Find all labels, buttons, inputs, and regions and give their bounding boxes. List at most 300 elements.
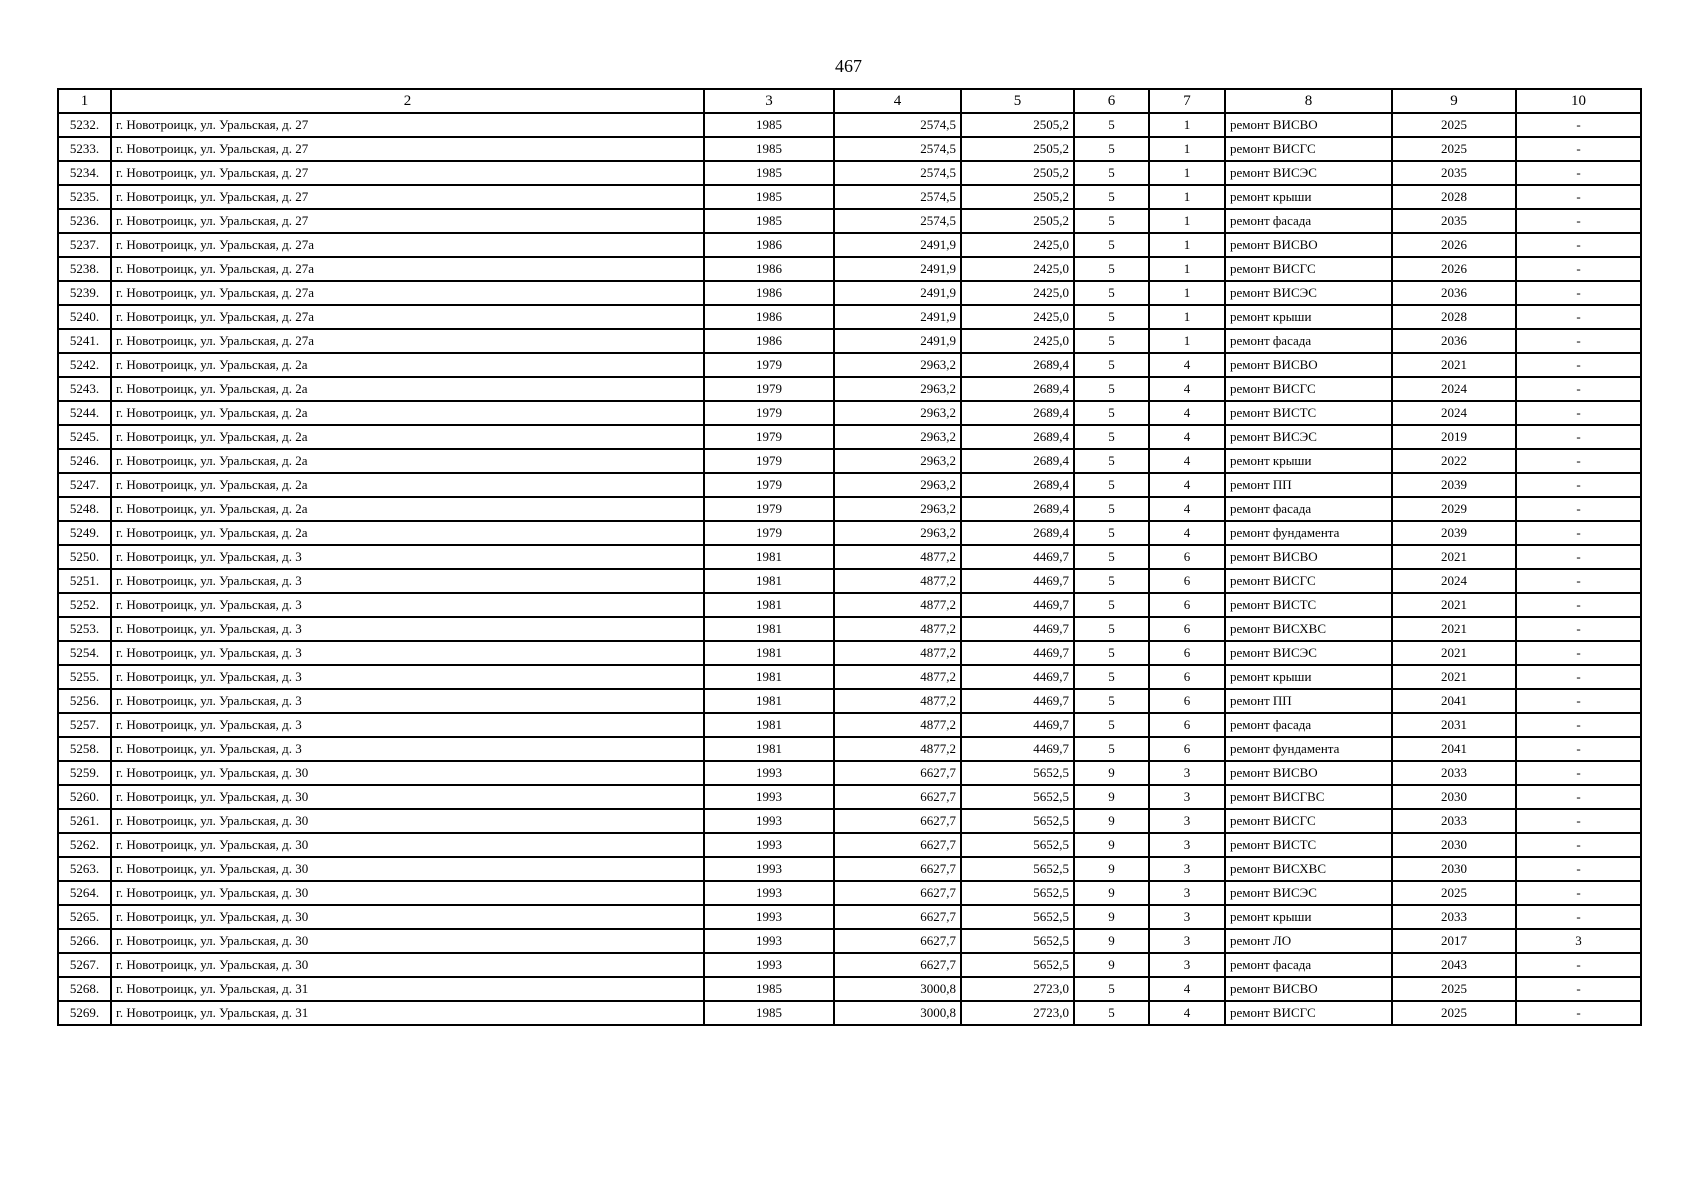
living-area-cell: 5652,5 (961, 785, 1074, 809)
entrances-cell: 1 (1149, 161, 1225, 185)
planned-year-cell: 2028 (1392, 185, 1516, 209)
address-cell: г. Новотроицк, ул. Уральская, д. 30 (111, 857, 704, 881)
entrances-cell: 6 (1149, 665, 1225, 689)
column-10-cell: - (1516, 185, 1641, 209)
work-type-cell: ремонт крыши (1225, 905, 1392, 929)
table-row (58, 401, 1641, 425)
year-built-cell: 1979 (704, 521, 834, 545)
floors-cell: 5 (1074, 113, 1149, 137)
header-row (58, 89, 1641, 113)
row-number-cell: 5251. (58, 569, 111, 593)
work-type-cell: ремонт ВИСЭС (1225, 641, 1392, 665)
row-number-cell: 5247. (58, 473, 111, 497)
living-area-cell: 4469,7 (961, 689, 1074, 713)
table-row (58, 161, 1641, 185)
total-area-cell: 2963,2 (834, 377, 961, 401)
floors-cell: 5 (1074, 473, 1149, 497)
column-10-cell: - (1516, 857, 1641, 881)
table-row (58, 833, 1641, 857)
address-cell: г. Новотроицк, ул. Уральская, д. 27а (111, 305, 704, 329)
row-number-cell: 5236. (58, 209, 111, 233)
address-cell: г. Новотроицк, ул. Уральская, д. 3 (111, 689, 704, 713)
address-cell: г. Новотроицк, ул. Уральская, д. 2а (111, 425, 704, 449)
work-type-cell: ремонт ВИСВО (1225, 233, 1392, 257)
row-number-cell: 5255. (58, 665, 111, 689)
entrances-cell: 4 (1149, 449, 1225, 473)
work-type-cell: ремонт ПП (1225, 689, 1392, 713)
living-area-cell: 4469,7 (961, 569, 1074, 593)
table-row (58, 353, 1641, 377)
year-built-cell: 1985 (704, 185, 834, 209)
floors-cell: 5 (1074, 641, 1149, 665)
work-type-cell: ремонт ВИСВО (1225, 113, 1392, 137)
address-cell: г. Новотроицк, ул. Уральская, д. 2а (111, 521, 704, 545)
total-area-cell: 2574,5 (834, 185, 961, 209)
planned-year-cell: 2030 (1392, 833, 1516, 857)
planned-year-cell: 2021 (1392, 665, 1516, 689)
work-type-cell: ремонт ВИСГС (1225, 1001, 1392, 1025)
entrances-cell: 3 (1149, 809, 1225, 833)
living-area-cell: 2689,4 (961, 473, 1074, 497)
column-header: 1 (58, 89, 111, 113)
table-row (58, 209, 1641, 233)
table-row (58, 545, 1641, 569)
year-built-cell: 1979 (704, 425, 834, 449)
work-type-cell: ремонт ВИСТС (1225, 593, 1392, 617)
floors-cell: 9 (1074, 881, 1149, 905)
table-row (58, 113, 1641, 137)
entrances-cell: 4 (1149, 977, 1225, 1001)
planned-year-cell: 2036 (1392, 281, 1516, 305)
living-area-cell: 5652,5 (961, 953, 1074, 977)
entrances-cell: 1 (1149, 233, 1225, 257)
floors-cell: 5 (1074, 497, 1149, 521)
entrances-cell: 6 (1149, 593, 1225, 617)
living-area-cell: 2689,4 (961, 377, 1074, 401)
row-number-cell: 5257. (58, 713, 111, 737)
table-row (58, 761, 1641, 785)
row-number-cell: 5249. (58, 521, 111, 545)
row-number-cell: 5232. (58, 113, 111, 137)
work-type-cell: ремонт фасада (1225, 953, 1392, 977)
living-area-cell: 5652,5 (961, 905, 1074, 929)
living-area-cell: 2505,2 (961, 137, 1074, 161)
column-10-cell: - (1516, 377, 1641, 401)
work-type-cell: ремонт ВИСВО (1225, 545, 1392, 569)
row-number-cell: 5234. (58, 161, 111, 185)
address-cell: г. Новотроицк, ул. Уральская, д. 3 (111, 569, 704, 593)
row-number-cell: 5248. (58, 497, 111, 521)
planned-year-cell: 2021 (1392, 593, 1516, 617)
entrances-cell: 1 (1149, 305, 1225, 329)
table-row (58, 449, 1641, 473)
table-row (58, 377, 1641, 401)
floors-cell: 9 (1074, 905, 1149, 929)
total-area-cell: 2963,2 (834, 353, 961, 377)
table-row (58, 593, 1641, 617)
table-row (58, 977, 1641, 1001)
living-area-cell: 2505,2 (961, 161, 1074, 185)
address-cell: г. Новотроицк, ул. Уральская, д. 30 (111, 929, 704, 953)
row-number-cell: 5252. (58, 593, 111, 617)
planned-year-cell: 2031 (1392, 713, 1516, 737)
column-10-cell: - (1516, 977, 1641, 1001)
floors-cell: 5 (1074, 209, 1149, 233)
table-row (58, 329, 1641, 353)
address-cell: г. Новотроицк, ул. Уральская, д. 27а (111, 233, 704, 257)
work-type-cell: ремонт фасада (1225, 497, 1392, 521)
year-built-cell: 1986 (704, 329, 834, 353)
page-number: 467 (835, 56, 862, 76)
table-row (58, 785, 1641, 809)
floors-cell: 5 (1074, 353, 1149, 377)
work-type-cell: ремонт ВИСЭС (1225, 425, 1392, 449)
entrances-cell: 1 (1149, 185, 1225, 209)
planned-year-cell: 2043 (1392, 953, 1516, 977)
living-area-cell: 2425,0 (961, 257, 1074, 281)
entrances-cell: 4 (1149, 1001, 1225, 1025)
planned-year-cell: 2039 (1392, 521, 1516, 545)
year-built-cell: 1979 (704, 473, 834, 497)
entrances-cell: 1 (1149, 329, 1225, 353)
total-area-cell: 4877,2 (834, 665, 961, 689)
table-row (58, 281, 1641, 305)
row-number-cell: 5261. (58, 809, 111, 833)
address-cell: г. Новотроицк, ул. Уральская, д. 2а (111, 497, 704, 521)
total-area-cell: 4877,2 (834, 569, 961, 593)
entrances-cell: 3 (1149, 953, 1225, 977)
row-number-cell: 5243. (58, 377, 111, 401)
living-area-cell: 2425,0 (961, 329, 1074, 353)
floors-cell: 9 (1074, 785, 1149, 809)
column-header: 9 (1392, 89, 1516, 113)
work-type-cell: ремонт ПП (1225, 473, 1392, 497)
total-area-cell: 4877,2 (834, 713, 961, 737)
planned-year-cell: 2024 (1392, 569, 1516, 593)
address-cell: г. Новотроицк, ул. Уральская, д. 2а (111, 353, 704, 377)
column-10-cell: - (1516, 353, 1641, 377)
living-area-cell: 4469,7 (961, 617, 1074, 641)
table-row (58, 617, 1641, 641)
total-area-cell: 6627,7 (834, 857, 961, 881)
column-10-cell: - (1516, 593, 1641, 617)
year-built-cell: 1979 (704, 449, 834, 473)
address-cell: г. Новотроицк, ул. Уральская, д. 27а (111, 281, 704, 305)
entrances-cell: 6 (1149, 545, 1225, 569)
row-number-cell: 5268. (58, 977, 111, 1001)
address-cell: г. Новотроицк, ул. Уральская, д. 27 (111, 209, 704, 233)
entrances-cell: 4 (1149, 425, 1225, 449)
work-type-cell: ремонт ВИСГС (1225, 137, 1392, 161)
table-row (58, 137, 1641, 161)
year-built-cell: 1993 (704, 785, 834, 809)
planned-year-cell: 2033 (1392, 905, 1516, 929)
year-built-cell: 1986 (704, 281, 834, 305)
living-area-cell: 5652,5 (961, 881, 1074, 905)
living-area-cell: 2425,0 (961, 305, 1074, 329)
column-10-cell: - (1516, 329, 1641, 353)
year-built-cell: 1981 (704, 713, 834, 737)
column-10-cell: - (1516, 737, 1641, 761)
floors-cell: 5 (1074, 161, 1149, 185)
planned-year-cell: 2026 (1392, 233, 1516, 257)
column-10-cell: - (1516, 785, 1641, 809)
total-area-cell: 2491,9 (834, 257, 961, 281)
column-header: 2 (111, 89, 704, 113)
table-row (58, 497, 1641, 521)
address-cell: г. Новотроицк, ул. Уральская, д. 27 (111, 185, 704, 209)
year-built-cell: 1981 (704, 689, 834, 713)
address-cell: г. Новотроицк, ул. Уральская, д. 3 (111, 593, 704, 617)
column-10-cell: - (1516, 641, 1641, 665)
planned-year-cell: 2024 (1392, 401, 1516, 425)
entrances-cell: 3 (1149, 833, 1225, 857)
column-10-cell: - (1516, 161, 1641, 185)
row-number-cell: 5266. (58, 929, 111, 953)
year-built-cell: 1981 (704, 545, 834, 569)
total-area-cell: 2963,2 (834, 425, 961, 449)
living-area-cell: 2723,0 (961, 977, 1074, 1001)
planned-year-cell: 2017 (1392, 929, 1516, 953)
planned-year-cell: 2021 (1392, 353, 1516, 377)
address-cell: г. Новотроицк, ул. Уральская, д. 30 (111, 833, 704, 857)
total-area-cell: 2491,9 (834, 281, 961, 305)
year-built-cell: 1985 (704, 977, 834, 1001)
column-header: 3 (704, 89, 834, 113)
planned-year-cell: 2019 (1392, 425, 1516, 449)
table-row (58, 929, 1641, 953)
floors-cell: 5 (1074, 377, 1149, 401)
entrances-cell: 4 (1149, 401, 1225, 425)
column-10-cell: - (1516, 473, 1641, 497)
planned-year-cell: 2039 (1392, 473, 1516, 497)
address-cell: г. Новотроицк, ул. Уральская, д. 27 (111, 161, 704, 185)
work-type-cell: ремонт ЛО (1225, 929, 1392, 953)
year-built-cell: 1985 (704, 161, 834, 185)
work-type-cell: ремонт ВИСХВС (1225, 617, 1392, 641)
row-number-cell: 5256. (58, 689, 111, 713)
planned-year-cell: 2024 (1392, 377, 1516, 401)
floors-cell: 5 (1074, 233, 1149, 257)
work-type-cell: ремонт ВИСГС (1225, 569, 1392, 593)
planned-year-cell: 2025 (1392, 1001, 1516, 1025)
address-cell: г. Новотроицк, ул. Уральская, д. 30 (111, 761, 704, 785)
table-row (58, 185, 1641, 209)
entrances-cell: 4 (1149, 521, 1225, 545)
table-row (58, 641, 1641, 665)
entrances-cell: 1 (1149, 281, 1225, 305)
planned-year-cell: 2035 (1392, 209, 1516, 233)
work-type-cell: ремонт фасада (1225, 329, 1392, 353)
year-built-cell: 1985 (704, 209, 834, 233)
floors-cell: 5 (1074, 329, 1149, 353)
planned-year-cell: 2028 (1392, 305, 1516, 329)
column-10-cell: - (1516, 569, 1641, 593)
living-area-cell: 5652,5 (961, 857, 1074, 881)
total-area-cell: 2574,5 (834, 137, 961, 161)
column-10-cell: - (1516, 665, 1641, 689)
column-10-cell: - (1516, 833, 1641, 857)
entrances-cell: 4 (1149, 473, 1225, 497)
column-header: 4 (834, 89, 961, 113)
work-type-cell: ремонт фундамента (1225, 737, 1392, 761)
planned-year-cell: 2026 (1392, 257, 1516, 281)
work-type-cell: ремонт фасада (1225, 713, 1392, 737)
work-type-cell: ремонт ВИСГС (1225, 257, 1392, 281)
year-built-cell: 1981 (704, 641, 834, 665)
column-10-cell: - (1516, 881, 1641, 905)
floors-cell: 5 (1074, 137, 1149, 161)
table-row (58, 257, 1641, 281)
total-area-cell: 2574,5 (834, 209, 961, 233)
column-10-cell: - (1516, 257, 1641, 281)
row-number-cell: 5259. (58, 761, 111, 785)
floors-cell: 9 (1074, 833, 1149, 857)
column-10-cell: - (1516, 449, 1641, 473)
year-built-cell: 1986 (704, 257, 834, 281)
total-area-cell: 4877,2 (834, 617, 961, 641)
year-built-cell: 1986 (704, 233, 834, 257)
work-type-cell: ремонт крыши (1225, 665, 1392, 689)
planned-year-cell: 2030 (1392, 785, 1516, 809)
address-cell: г. Новотроицк, ул. Уральская, д. 2а (111, 449, 704, 473)
table-row (58, 713, 1641, 737)
planned-year-cell: 2033 (1392, 809, 1516, 833)
column-10-cell: - (1516, 545, 1641, 569)
total-area-cell: 2491,9 (834, 329, 961, 353)
work-type-cell: ремонт ВИСЭС (1225, 161, 1392, 185)
row-number-cell: 5254. (58, 641, 111, 665)
table-row (58, 689, 1641, 713)
entrances-cell: 6 (1149, 689, 1225, 713)
total-area-cell: 6627,7 (834, 809, 961, 833)
year-built-cell: 1981 (704, 617, 834, 641)
year-built-cell: 1981 (704, 665, 834, 689)
total-area-cell: 2491,9 (834, 233, 961, 257)
work-type-cell: ремонт фасада (1225, 209, 1392, 233)
floors-cell: 5 (1074, 737, 1149, 761)
year-built-cell: 1993 (704, 809, 834, 833)
planned-year-cell: 2025 (1392, 113, 1516, 137)
column-10-cell: - (1516, 761, 1641, 785)
floors-cell: 5 (1074, 545, 1149, 569)
address-cell: г. Новотроицк, ул. Уральская, д. 27 (111, 137, 704, 161)
column-10-cell: - (1516, 305, 1641, 329)
year-built-cell: 1981 (704, 593, 834, 617)
column-10-cell: - (1516, 713, 1641, 737)
column-header: 10 (1516, 89, 1641, 113)
living-area-cell: 4469,7 (961, 665, 1074, 689)
address-cell: г. Новотроицк, ул. Уральская, д. 31 (111, 977, 704, 1001)
planned-year-cell: 2021 (1392, 545, 1516, 569)
living-area-cell: 2425,0 (961, 281, 1074, 305)
living-area-cell: 2689,4 (961, 449, 1074, 473)
living-area-cell: 2689,4 (961, 353, 1074, 377)
column-10-cell: - (1516, 497, 1641, 521)
year-built-cell: 1979 (704, 353, 834, 377)
entrances-cell: 6 (1149, 569, 1225, 593)
year-built-cell: 1985 (704, 1001, 834, 1025)
total-area-cell: 2963,2 (834, 473, 961, 497)
table-row (58, 857, 1641, 881)
year-built-cell: 1979 (704, 401, 834, 425)
row-number-cell: 5258. (58, 737, 111, 761)
row-number-cell: 5235. (58, 185, 111, 209)
table-row (58, 905, 1641, 929)
living-area-cell: 4469,7 (961, 641, 1074, 665)
work-type-cell: ремонт ВИСВО (1225, 761, 1392, 785)
living-area-cell: 2689,4 (961, 425, 1074, 449)
year-built-cell: 1993 (704, 905, 834, 929)
total-area-cell: 4877,2 (834, 737, 961, 761)
row-number-cell: 5246. (58, 449, 111, 473)
floors-cell: 5 (1074, 305, 1149, 329)
entrances-cell: 1 (1149, 137, 1225, 161)
entrances-cell: 3 (1149, 929, 1225, 953)
table-row (58, 881, 1641, 905)
total-area-cell: 6627,7 (834, 881, 961, 905)
address-cell: г. Новотроицк, ул. Уральская, д. 3 (111, 617, 704, 641)
address-cell: г. Новотроицк, ул. Уральская, д. 2а (111, 377, 704, 401)
total-area-cell: 4877,2 (834, 593, 961, 617)
row-number-cell: 5250. (58, 545, 111, 569)
column-header: 6 (1074, 89, 1149, 113)
row-number-cell: 5237. (58, 233, 111, 257)
planned-year-cell: 2025 (1392, 977, 1516, 1001)
entrances-cell: 3 (1149, 881, 1225, 905)
entrances-cell: 3 (1149, 785, 1225, 809)
address-cell: г. Новотроицк, ул. Уральская, д. 2а (111, 401, 704, 425)
row-number-cell: 5242. (58, 353, 111, 377)
entrances-cell: 6 (1149, 617, 1225, 641)
total-area-cell: 2574,5 (834, 113, 961, 137)
work-type-cell: ремонт крыши (1225, 449, 1392, 473)
living-area-cell: 4469,7 (961, 737, 1074, 761)
address-cell: г. Новотроицк, ул. Уральская, д. 3 (111, 641, 704, 665)
total-area-cell: 2574,5 (834, 161, 961, 185)
column-10-cell: - (1516, 905, 1641, 929)
floors-cell: 5 (1074, 569, 1149, 593)
living-area-cell: 2689,4 (961, 401, 1074, 425)
table-row (58, 473, 1641, 497)
address-cell: г. Новотроицк, ул. Уральская, д. 3 (111, 713, 704, 737)
column-10-cell: - (1516, 689, 1641, 713)
floors-cell: 9 (1074, 809, 1149, 833)
floors-cell: 5 (1074, 593, 1149, 617)
year-built-cell: 1993 (704, 761, 834, 785)
living-area-cell: 2505,2 (961, 113, 1074, 137)
total-area-cell: 3000,8 (834, 1001, 961, 1025)
total-area-cell: 6627,7 (834, 761, 961, 785)
work-type-cell: ремонт ВИСЭС (1225, 881, 1392, 905)
column-10-cell: - (1516, 233, 1641, 257)
floors-cell: 5 (1074, 281, 1149, 305)
row-number-cell: 5245. (58, 425, 111, 449)
living-area-cell: 2723,0 (961, 1001, 1074, 1025)
floors-cell: 5 (1074, 425, 1149, 449)
floors-cell: 5 (1074, 617, 1149, 641)
planned-year-cell: 2029 (1392, 497, 1516, 521)
work-type-cell: ремонт ВИСТС (1225, 401, 1392, 425)
work-type-cell: ремонт ВИСТС (1225, 833, 1392, 857)
address-cell: г. Новотроицк, ул. Уральская, д. 27 (111, 113, 704, 137)
address-cell: г. Новотроицк, ул. Уральская, д. 3 (111, 665, 704, 689)
planned-year-cell: 2041 (1392, 689, 1516, 713)
floors-cell: 9 (1074, 761, 1149, 785)
column-10-cell: - (1516, 425, 1641, 449)
floors-cell: 5 (1074, 689, 1149, 713)
year-built-cell: 1993 (704, 881, 834, 905)
